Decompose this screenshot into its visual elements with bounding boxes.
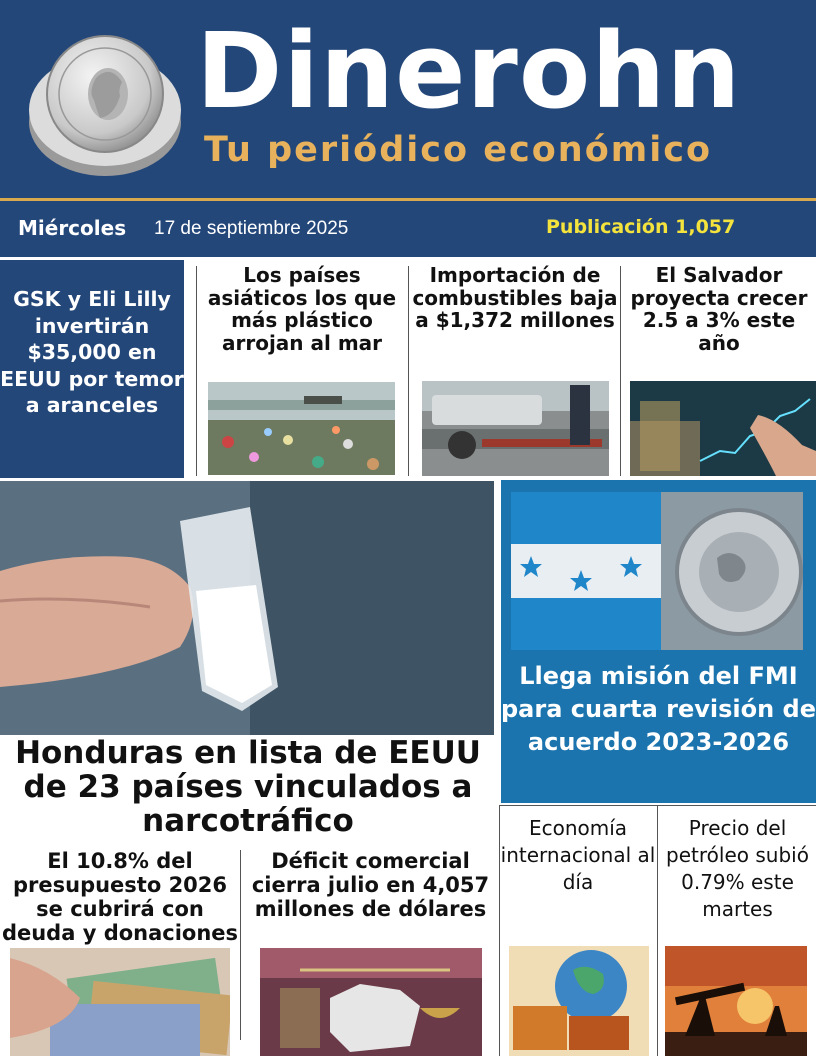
- column-divider: [240, 850, 241, 1040]
- issue-weekday: Miércoles: [18, 216, 127, 240]
- salvador-story-headline[interactable]: El Salvador proyecta crecer 2.5 a 3% este año: [630, 263, 808, 355]
- fuel-story-headline[interactable]: Importación de combustibles baja a $1,372 millones: [412, 263, 618, 332]
- column-divider: [196, 266, 197, 476]
- brand-title: Dinerohn: [196, 10, 742, 132]
- coin-logo-icon: [26, 22, 184, 180]
- budget-story-headline[interactable]: El 10.8% del presupuesto 2026 se cubrirá con deuda y donaciones: [1, 849, 239, 945]
- imf-flag-photo[interactable]: [511, 492, 803, 650]
- banknotes-photo[interactable]: [10, 948, 230, 1056]
- imf-story-headline[interactable]: Llega misión del FMI para cuarta revisión de acuerdo 2023-2026: [501, 662, 816, 756]
- globe-cargo-photo[interactable]: [509, 946, 649, 1056]
- column-divider: [408, 266, 409, 476]
- economy-story-headline[interactable]: Economía internacional al día: [500, 816, 656, 894]
- main-story-photo[interactable]: [0, 481, 494, 735]
- issue-date: 17 de septiembre 2025: [154, 218, 349, 239]
- growth-chart-photo[interactable]: [630, 381, 816, 476]
- plastic-story-headline[interactable]: Los países asiáticos los que más plástico arrojan al mar: [207, 263, 397, 355]
- column-divider: [620, 266, 621, 476]
- oil-pump-photo[interactable]: [665, 946, 807, 1056]
- plastic-photo[interactable]: [208, 382, 395, 475]
- issue-edition: Publicación 1,057: [546, 216, 736, 238]
- main-story-headline[interactable]: Honduras en lista de EEUU de 23 países vinculados a narcotráfico: [15, 735, 481, 839]
- oil-story-headline[interactable]: Precio del petróleo subió 0.79% este martes: [666, 816, 809, 921]
- deficit-story-headline[interactable]: Déficit comercial cierra julio en 4,057 millones de dólares: [251, 849, 490, 921]
- brand-tagline: Tu periódico económico: [204, 130, 713, 170]
- fuel-truck-photo[interactable]: [422, 381, 609, 476]
- lead-story-headline[interactable]: GSK y Eli Lilly invertirán $35,000 en EEUU por temor a aranceles: [0, 287, 184, 417]
- trade-scale-photo[interactable]: [260, 948, 482, 1056]
- column-divider: [657, 805, 658, 1056]
- row-divider: [499, 805, 816, 806]
